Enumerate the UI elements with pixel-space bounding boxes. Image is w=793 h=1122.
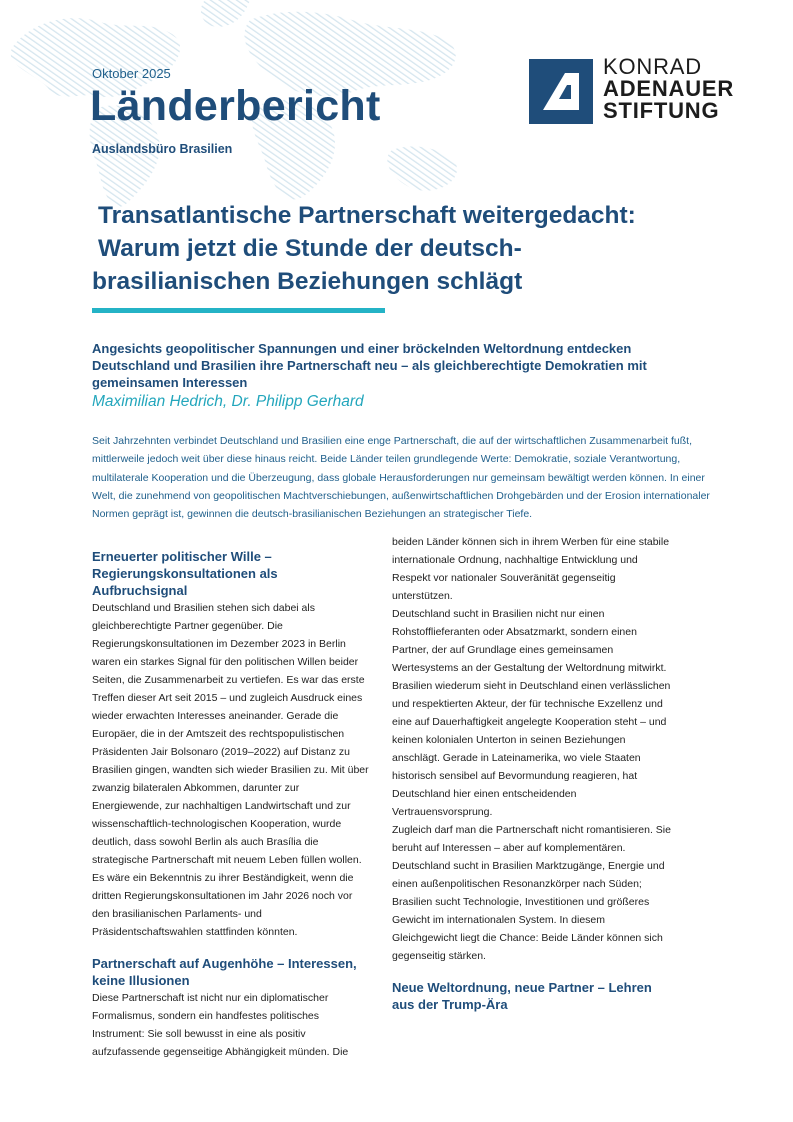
report-type-title: Länderbericht: [90, 82, 381, 130]
body-paragraph: Diese Partnerschaft ist nicht nur ein diplomatischer Formalismus, sondern ein handfestes politisches Instrument: Sie soll bewusst in eine als positiv aufzufassende gegenseitige Abhängigkeit münden. Die: [92, 992, 349, 1058]
body-paragraph: Zugleich darf man die Partnerschaft nicht romantisieren. Sie beruht auf Interessen – aber auf komplementären. Deutschland sucht in Brasilien Marktzugänge, Energie und: [392, 824, 671, 872]
body-paragraph: Deutschland und Brasilien stehen sich dabei als gleichberechtigte Partner gegenüber. Die Regierungskonsultationen im Dezember 2023 in Berlin waren ein starkes Signal für den politischen Willen beider Seiten, die Zusammenarbeit zu vertiefen. Es war das erste Treffen dieser Art seit 2015 – und zugleich Ausdruck eines wieder erwachten Interesses aneinander. Gerade die Europäer, die in der Amtszeit des rechtspopulistischen Präsidenten Jair Bolsonaro (2019–2022) auf Distanz zu Brasilien gingen, wandten sich wieder Brasilien zu. Mit über zwanzig bilateralen Abkommen, darunter zur Energiewende, zur nachhaltigen Landwirtschaft und zur wissenschaftlich-technologischen Kooperation, wurde deutlich, dass sowohl Berlin als auch Brasília die strategische Partnerschaft mit neuem Leben füllen wollen. Es wäre ein Bekenntnis zu ihrer Beständigkeit, wenn die dritten Regierungskonsultationen im Jahr 2026 noch vor den brasilianischen Parlaments- und Präsidentschaftswahlen stattfinden könnten.: [92, 602, 369, 938]
article-authors: Maximilian Hedrich, Dr. Philipp Gerhard: [92, 393, 364, 410]
logo-line-stiftung: STIFTUNG: [603, 98, 720, 123]
section-heading: Partnerschaft auf Augenhöhe – Interessen, keine Illusionen: [92, 956, 357, 988]
left-column: [92, 548, 372, 1061]
body-paragraph: Brasilien wiederum sieht in Deutschland einen verlässlichen und respektierten Akteur, der für technische Exzellenz und eine auf Dauerhaftigkeit angelegte Kooperation steht – und keinen kolonialen Unterton in seinen Beziehungen anschlägt. Gerade in Lateinamerika, wo viele Staaten historisch sensibel auf Bevormundung reagieren, hat Deutschland hier einen entscheidenden Vertrauensvorsprung.: [392, 680, 671, 818]
article-title-line-2: Warum jetzt die Stunde der deutsch-: [98, 235, 522, 262]
logo-line-adenauer: ADENAUER: [603, 76, 735, 101]
office-name: Auslandsbüro Brasilien: [92, 142, 233, 156]
article-title: [92, 199, 712, 298]
right-column: [392, 533, 672, 1013]
body-paragraph: beiden Länder können sich in ihrem Werben für eine stabile internationale Ordnung, nachhaltige Entwicklung und Respekt vor nationaler Souveränität gegenseitig unterstützen.: [392, 536, 670, 602]
kas-logo-mark-icon: [529, 59, 593, 124]
report-date: Oktober 2025: [92, 66, 171, 81]
kas-logo-wordmark: [603, 56, 734, 122]
section-heading: Neue Weltordnung, neue Partner – Lehren aus der Trump-Ära: [392, 980, 652, 1012]
body-paragraph: Deutschland sucht in Brasilien nicht nur einen Rohstofflieferanten oder Absatzmarkt, sondern einen Partner, der auf Grundlage eines gemeinsamen Wertesystems an der Gestaltung der Weltordnung mitwirkt.: [392, 608, 667, 674]
article-title-line-1: Transatlantische Partnerschaft weitergedacht:: [98, 202, 636, 229]
kas-logo: [529, 54, 744, 129]
article-intro: Seit Jahrzehnten verbindet Deutschland und Brasilien eine enge Partnerschaft, die auf der wirtschaftlichen Zusammenarbeit fußt, mittlerweile jedoch weit über diese hinaus reicht. Beide Länder teilen grundlegende Werte: Demokratie, soziale Verantwortung, multilaterale Kooperation und die Überzeugung, dass globale Herausforderungen nur gemeinsam bewältigt werden können. In einer Welt, die zunehmend von geopolitischen Machtverschiebungen, außenwirtschaftlichen Drohgebärden und der Erosion internationaler Normen geprägt ist, gewinnen die deutsch-brasilianischen Beziehungen an strategischer Tiefe.: [92, 435, 710, 521]
title-underline-divider: [92, 308, 385, 313]
article-title-line-3: brasilianischen Beziehungen schlägt: [92, 268, 523, 295]
article-lead: Angesichts geopolitischer Spannungen und einer bröckelnden Weltordnung entdecken Deutschland und Brasilien ihre Partnerschaft neu – als gleichberechtigte Demokratien mit gemeinsamen Interessen: [92, 341, 647, 390]
logo-line-konrad: KONRAD: [603, 54, 702, 79]
section-heading: Erneuerter politischer Wille – Regierungskonsultationen als Aufbruchsignal: [92, 549, 278, 598]
body-paragraph: einen außenpolitischen Resonanzkörper nach Süden; Brasilien sucht Technologie, Investitionen und größeres Gewicht im internationalen System. In diesem Gleichgewicht liegt die Chance: Beide Länder können sich gegenseitig stärken.: [392, 878, 663, 962]
